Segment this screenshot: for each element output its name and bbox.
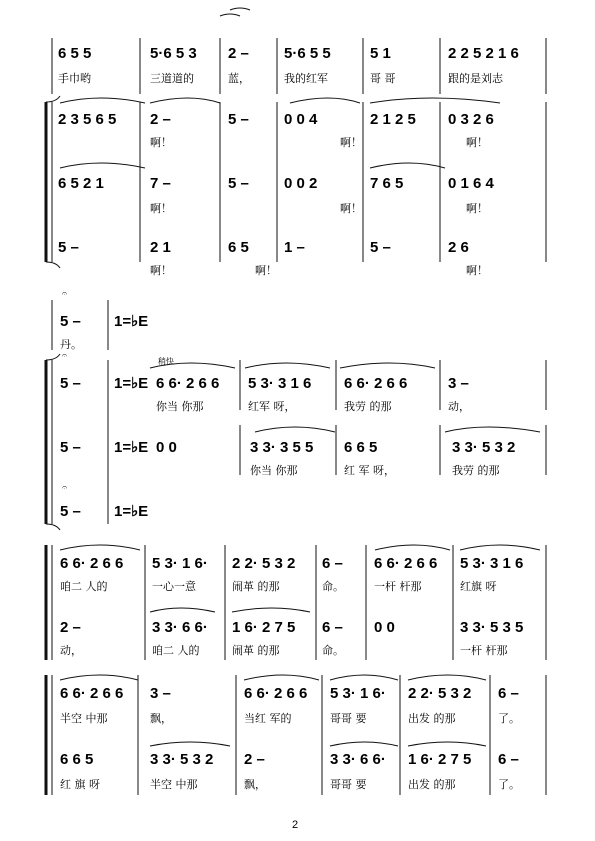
s2-r3-key: 1=♭E <box>114 439 149 456</box>
s1-lyric-3: 蓝， <box>228 72 250 85</box>
s1-p3-m3: 5 – <box>228 175 249 192</box>
s1-p2-m6: 0 3 2 6 <box>448 111 494 128</box>
s4-r2-ly1: 红 旗 呀 <box>60 778 100 791</box>
s4-r1-m6: 6 – <box>498 685 519 702</box>
s1-p2-ly5: 啊！ <box>340 136 362 149</box>
s4-r2-m2: 3 3· 5 3 2 <box>150 751 214 768</box>
s3-r2-m1: 2 – <box>60 619 81 636</box>
s1-p3-m2: 7 – <box>150 175 171 192</box>
s1-p4-ly2: 啊！ <box>150 264 172 277</box>
s4-r2-ly6: 了。 <box>498 778 520 791</box>
s4-r1-ly3: 当红 军的 <box>244 712 292 725</box>
s1-p4-m2: 2 1 <box>150 239 171 256</box>
s1-lyric-4: 我的红军 <box>284 72 328 85</box>
s3-r2-ly6: 一杆 杆那 <box>460 644 508 657</box>
s3-r1-ly2: 一心一意 <box>152 580 196 593</box>
s1-p4-m6: 2 6 <box>448 239 469 256</box>
s3-r2-ly3: 闹革 的那 <box>232 644 280 657</box>
s4-r1-m4: 5 3· 1 6· <box>330 685 386 702</box>
s2-r2-ly1: 你当 你那 <box>156 400 204 413</box>
s4-r1-m1: 6 6· 2 6 6 <box>60 685 124 702</box>
system-2 <box>46 300 546 530</box>
s3-r1-m2: 5 3· 1 6· <box>152 555 208 572</box>
s4-r1-ly4: 哥哥 要 <box>330 712 367 725</box>
s2-r1-lyric: 丹。 <box>60 338 82 351</box>
s2-r3-m3: 3 3· 3 5 5 <box>250 439 314 456</box>
s3-r1-m4: 6 – <box>322 555 343 572</box>
s1-p4-ly3: 啊！ <box>255 264 277 277</box>
s1-p4-m4: 1 – <box>284 239 305 256</box>
s3-r1-ly4: 命。 <box>322 580 344 593</box>
s1-lyric-1: 手巾哟 <box>58 72 91 85</box>
s1-p2-m1: 2 3 5 6 5 <box>58 111 117 128</box>
s1-p3-m1: 6 5 2 1 <box>58 175 104 192</box>
s2-r2-m1: 5 – <box>60 375 81 392</box>
s2-r2-m2: 6 6· 2 6 6 <box>156 375 220 392</box>
s3-r2-ly1: 动， <box>60 644 82 657</box>
s2-r1-key: 1=♭E <box>114 313 149 330</box>
s1-top-m6: 2 2 5 2 1 6 <box>448 45 519 62</box>
fermata-s2-1: 𝄐 <box>62 288 68 298</box>
s2-r2-m5: 3 – <box>448 375 469 392</box>
s1-p4-ly6: 啊！ <box>466 264 488 277</box>
s4-r2-ly5: 出发 的那 <box>408 778 456 791</box>
s4-r1-ly1: 半空 中那 <box>60 712 108 725</box>
s1-p3-m4: 0 0 2 <box>284 175 318 192</box>
s3-r2-m3: 1 6· 2 7 5 <box>232 619 296 636</box>
s2-r2-m4: 6 6· 2 6 6 <box>344 375 408 392</box>
s4-r1-m5: 2 2· 5 3 2 <box>408 685 472 702</box>
s4-r2-m3: 2 – <box>244 751 265 768</box>
s3-r2-m6: 3 3· 5 3 5 <box>460 619 524 636</box>
s3-r2-m2: 3 3· 6 6· <box>152 619 208 636</box>
s1-p2-m4: 0 0 4 <box>284 111 318 128</box>
s1-p3-ly6: 啊！ <box>466 202 488 215</box>
s4-r2-ly4: 哥哥 要 <box>330 778 367 791</box>
s1-top-m2: 5·6 5 3 <box>150 45 197 62</box>
s2-r2-ly2: 红军 呀， <box>248 400 296 413</box>
s2-r2-ly4: 动， <box>448 400 470 413</box>
s1-p2-ly2: 啊！ <box>150 136 172 149</box>
s2-r1-m1: 5 – <box>60 313 81 330</box>
s2-r2-ly3: 我劳 的那 <box>344 400 392 413</box>
s4-r2-m4: 3 3· 6 6· <box>330 751 386 768</box>
s4-r2-m6: 6 – <box>498 751 519 768</box>
s1-p4-m5: 5 – <box>370 239 391 256</box>
s1-lyric-6: 跟的是刘志 <box>448 72 503 85</box>
s4-r1-ly2: 飘， <box>150 712 172 725</box>
s2-r4-key: 1=♭E <box>114 503 149 520</box>
s2-r3-ly1: 你当 你那 <box>250 464 298 477</box>
s3-r2-ly2: 咱二 人的 <box>152 644 200 657</box>
system-1-text <box>58 45 519 277</box>
s1-p4-m1: 5 – <box>58 239 79 256</box>
s3-r1-m1: 6 6· 2 6 6 <box>60 555 124 572</box>
s4-r2-ly3: 飘， <box>244 778 266 791</box>
system-3-text <box>60 555 523 657</box>
s4-r2-m1: 6 6 5 <box>60 751 94 768</box>
s2-r3-ly2: 红 军 呀， <box>344 464 395 477</box>
tempo-mark: 稍快 <box>158 357 174 366</box>
s4-r1-m2: 3 – <box>150 685 171 702</box>
s3-r2-ly4: 命。 <box>322 644 344 657</box>
fermata-s2-4: 𝄐 <box>62 482 68 492</box>
s2-r4-m1: 5 – <box>60 503 81 520</box>
s1-lyric-2: 三道道的 <box>150 72 194 85</box>
s2-r3-m1: 5 – <box>60 439 81 456</box>
s4-r1-m3: 6 6· 2 6 6 <box>244 685 308 702</box>
s2-r3-m4: 6 6 5 <box>344 439 378 456</box>
s1-lyric-5: 哥 哥 <box>370 72 396 85</box>
s3-r2-m5: 0 0 <box>374 619 395 636</box>
s3-r1-ly5: 一杆 杆那 <box>374 580 422 593</box>
s3-r1-ly3: 闹革 的那 <box>232 580 280 593</box>
s2-r3-ly3: 我劳 的那 <box>452 464 500 477</box>
s1-p2-m2: 2 – <box>150 111 171 128</box>
s4-r2-ly2: 半空 中那 <box>150 778 198 791</box>
s1-top-m3: 2 – <box>228 45 249 62</box>
s1-p3-m6: 0 1 6 4 <box>448 175 494 192</box>
s1-p2-m3: 5 – <box>228 111 249 128</box>
s2-r3-m5: 3 3· 5 3 2 <box>452 439 516 456</box>
s2-r2-m3: 5 3· 3 1 6 <box>248 375 312 392</box>
s1-p3-ly5: 啊！ <box>340 202 362 215</box>
system-2-text <box>60 288 515 520</box>
fermata-s2-2: 𝄐 <box>62 350 68 360</box>
s3-r1-m3: 2 2· 5 3 2 <box>232 555 296 572</box>
s4-r1-ly5: 出发 的那 <box>408 712 456 725</box>
s4-r1-ly6: 了。 <box>498 712 520 725</box>
s2-r3-m2: 0 0 <box>156 439 177 456</box>
s3-r1-ly1: 咱二 人的 <box>60 580 108 593</box>
s1-p4-m3: 6 5 <box>228 239 249 256</box>
s1-p2-m5: 2 1 2 5 <box>370 111 416 128</box>
s1-p3-m5: 7 6 5 <box>370 175 404 192</box>
s3-r1-m6: 5 3· 3 1 6 <box>460 555 524 572</box>
s2-r2-key: 1=♭E <box>114 375 149 392</box>
s1-p2-ly6: 啊！ <box>466 136 488 149</box>
s1-top-m1: 6 5 5 <box>58 45 92 62</box>
system-4-text <box>60 685 520 791</box>
s1-top-m4: 5·6 5 5 <box>284 45 331 62</box>
s4-r2-m5: 1 6· 2 7 5 <box>408 751 472 768</box>
s1-top-m5: 5 1 <box>370 45 391 62</box>
s3-r1-m5: 6 6· 2 6 6 <box>374 555 438 572</box>
s1-p3-ly2: 啊！ <box>150 202 172 215</box>
s3-r2-m4: 6 – <box>322 619 343 636</box>
s3-r1-ly6: 红旗 呀 <box>460 580 497 593</box>
page-number: 2 <box>292 819 299 831</box>
